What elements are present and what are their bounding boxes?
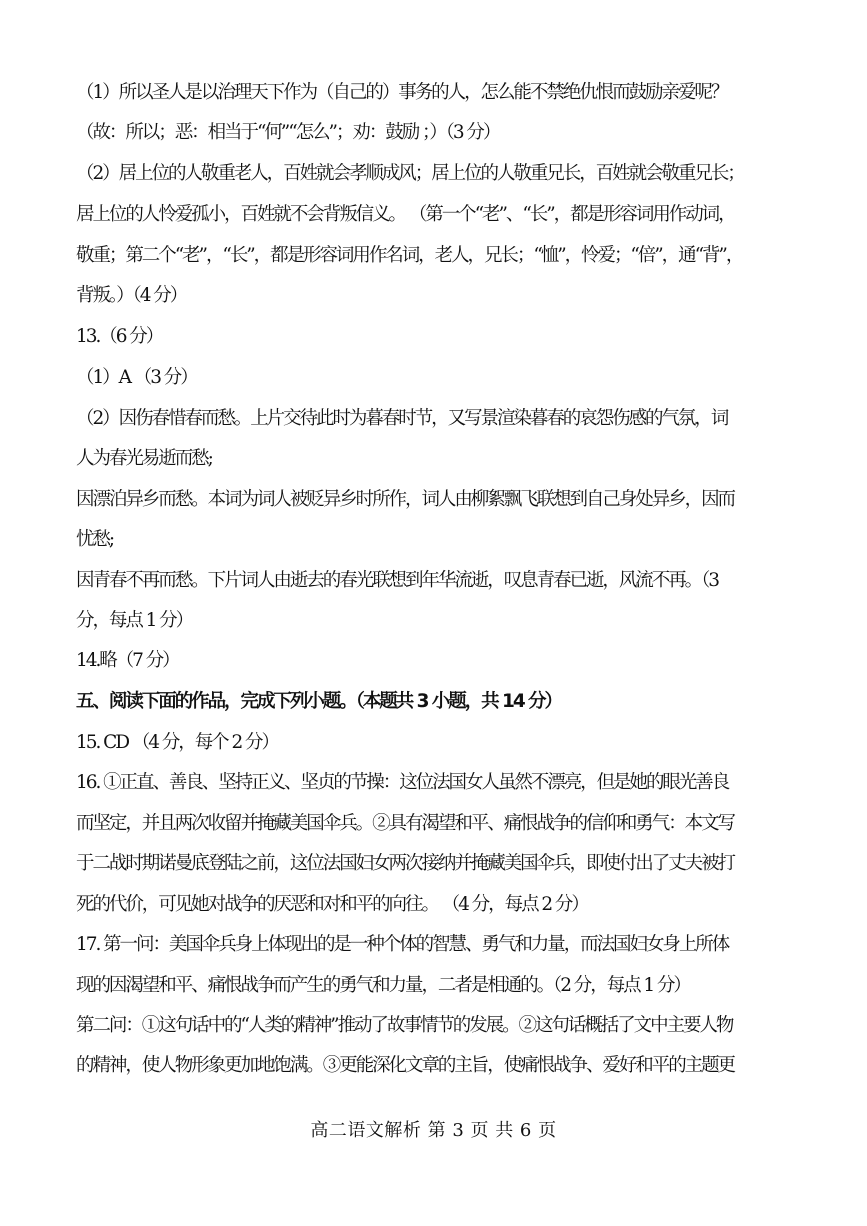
answer-16-line-4: 死的代价，可见她对战争的厌恶和对和平的向往。 （4 分，每点 2 分）: [76, 894, 588, 915]
answer-17-line-2: 现的因渴望和平、痛恨战争而产生的勇气和力量，二者是相通的。（2 分，每点 1 分）: [76, 975, 690, 996]
answer-16-line-2: 而坚定，并且两次收留并掩藏美国伞兵。②具有渴望和平、痛恨战争的信仰和勇气：本文写: [76, 813, 735, 834]
answer-12-2-line-1: （2）居上位的人敬重老人，百姓就会孝顺成风；居上位的人敬重兄长，百姓就会敬重兄长；: [76, 163, 744, 184]
page-footer: 高二语文解析 第 3 页 共 6 页: [310, 1120, 557, 1141]
question-13-heading: 13.（6 分）: [76, 326, 163, 347]
answer-15: 15. CD （4 分，每个 2 分）: [76, 732, 278, 753]
answer-12-2-line-4: 背叛。）（4 分）: [76, 285, 187, 306]
answer-12-1-notes: （故：所以；恶：相当于“何”“怎么”；劝：鼓励 ；）（3 分）: [76, 122, 500, 143]
answer-13-2-line-6: 分，每点 1 分）: [76, 610, 193, 631]
answer-16-line-3: 于二战时期诺曼底登陆之前，这位法国妇女两次接纳并掩藏美国伞兵，即使付出了丈夫被打: [76, 853, 735, 874]
answer-13-1: （1）A （3 分）: [76, 367, 197, 388]
answer-12-2-line-3: 敬重；第二个“老”，“长”，都是形容词用作名词，老人，兄长；“恤”，怜爱；“倍”，通“背”，: [76, 245, 743, 266]
answer-17-line-3: 第二问：①这句话中的“人类的精神”推动了故事情节的发展。②这句话概括了文中主要人物: [76, 1015, 733, 1036]
answer-14: 14.略（7 分）: [76, 650, 179, 671]
answer-13-2-line-1: （2）因伤春惜春而愁。上片交待此时为暮春时节，又写景渲染暮春的哀怨伤感的气氛，词: [76, 408, 728, 429]
answer-13-2-line-3: 因漂泊异乡而愁。本词为词人被贬异乡时所作，词人由柳絮飘飞联想到自己身处异乡，因而: [76, 489, 735, 510]
answer-12-1-translation: （1）所以圣人是以治理天下作为（自己的）事务的人，怎么能不禁绝仇恨而鼓励亲爱呢？: [76, 82, 728, 103]
answer-17-line-1: 17. 第一问：美国伞兵身上体现出的是一种个体的智慧、勇气和力量，而法国妇女身上所体: [76, 934, 729, 955]
answer-13-2-line-4: 忧愁;: [76, 529, 114, 550]
answer-16-line-1: 16. ①正直、善良、坚持正义、坚贞的节操：这位法国女人虽然不漂亮，但是她的眼光善良: [76, 772, 729, 793]
answer-13-2-line-2: 人为春光易逝而愁;: [76, 448, 212, 469]
section-5-heading: 五、阅读下面的作品，完成下列小题。（本题共 3 小题，共 14 分）: [76, 691, 561, 712]
answer-12-2-line-2: 居上位的人怜爱孤小，百姓就不会背叛信义。 （第一个“老”、“长”，都是形容词用作动词，: [76, 204, 735, 225]
answer-17-line-4: 的精神，使人物形象更加地饱满。③更能深化文章的主旨，使痛恨战争、爱好和平的主题更: [76, 1055, 735, 1076]
answer-13-2-line-5: 因青春不再而愁。下片词人由逝去的春光联想到年华流逝，叹息青春已逝，风流不再。（3: [76, 570, 719, 591]
